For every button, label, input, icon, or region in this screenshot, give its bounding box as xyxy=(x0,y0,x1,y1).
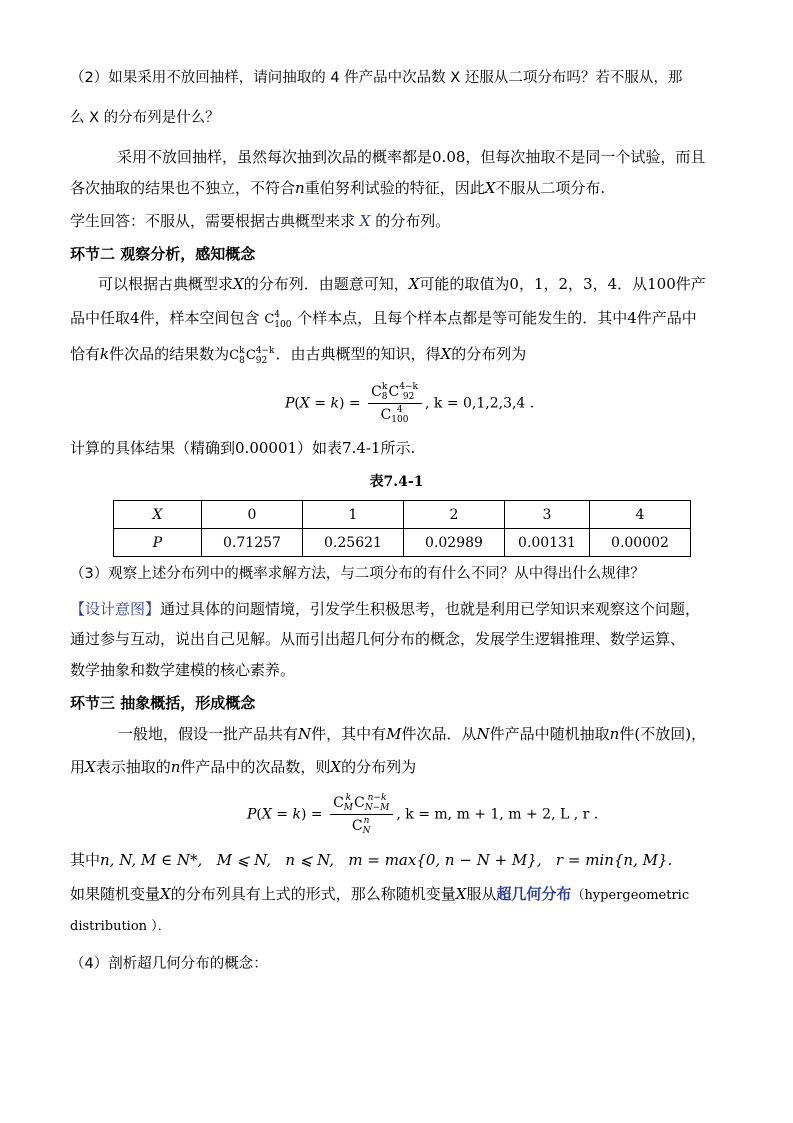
calculation-note: 计算的具体结果（精确到0.00001）如表7.4-1所示. xyxy=(70,439,416,457)
student-answer: 学生回答：不服从，需要根据古典概型来求 X 的分布列。 xyxy=(70,212,451,230)
table-cell: 0.25621 xyxy=(303,529,404,557)
table-row-p xyxy=(114,529,691,557)
definition-line-2: distribution ）． xyxy=(70,919,171,934)
table-header-p: P xyxy=(114,529,202,557)
table-cell: 2 xyxy=(404,501,505,529)
definition-line: 如果随机变量X的分布列具有上式的形式，那么称随机变量X服从超几何分布（hypergeometric xyxy=(70,885,690,903)
formula-fraction: C k 8 C 4−k 92 C 4 100 xyxy=(368,382,422,425)
design-intent-line-3: 数学抽象和数学建模的核心素养。 xyxy=(70,661,296,679)
table-cell: 4 xyxy=(590,501,691,529)
table-cell: 0 xyxy=(202,501,303,529)
design-intent-line-2: 通过参与互动，说出自己见解。从而引出超几何分布的概念，发展学生逻辑推理、数学运算、 xyxy=(70,630,686,648)
table-cell: 0.02989 xyxy=(404,529,505,557)
table-cell: 0.00002 xyxy=(590,529,691,557)
section-2-line-3: 恰有k件次品的结果数为C k 8 C 4−k 92 ．由古典概型的知识，得X的分布列为 xyxy=(70,345,527,366)
distribution-table xyxy=(113,500,691,557)
section-2-heading: 环节二 观察分析，感知概念 xyxy=(70,245,256,263)
section-2-line-2: 品中任取4件，样本空间包含 C 4 100 个样本点，且每个样本点都是等可能发生的．其中4件产品中 xyxy=(70,309,697,330)
hypergeometric-term: 超几何分布 xyxy=(496,885,572,903)
section-2-line-1: 可以根据古典概型求X的分布列．由题意可知，X可能的取值为0，1，2，3，4．从100件产 xyxy=(98,275,706,293)
answer-line-2: 各次抽取的结果也不独立，不符合n重伯努利试验的特征，因此X不服从二项分布. xyxy=(70,179,606,197)
design-intent-tag: 【设计意图】 xyxy=(70,600,161,618)
question-4: （4）剖析超几何分布的概念： xyxy=(70,956,268,972)
conditions-line: 其中n, N, M ∈ N*, M ⩽ N, n ⩽ N, m = max{0, n − N + M}, r = min{n, M}. xyxy=(70,851,673,869)
hypergeometric-example-formula: P(X = k) = C k 8 C 4−k 92 C 4 100 , k = 0,1,2,3,4 . xyxy=(285,382,535,425)
table-header-x: X xyxy=(114,501,202,529)
hypergeometric-general-formula: P(X = k) = C k M C n−k N−M C n N , k = m, m + 1, m + 2, L , r . xyxy=(247,793,599,836)
design-intent-line-1: 【设计意图】通过具体的问题情境，引发学生积极思考，也就是利用已学知识来观察这个问题， xyxy=(70,600,701,618)
answer-line-1: 采用不放回抽样，虽然每次抽到次品的概率都是0.08，但每次抽取不是同一个试验，而且 xyxy=(117,148,706,166)
section-3-heading: 环节三 抽象概括，形成概念 xyxy=(70,694,256,712)
table-cell: 1 xyxy=(303,501,404,529)
question-2-line-2: 么 X 的分布列是什么？ xyxy=(70,110,220,126)
question-3: （3）观察上述分布列中的概率求解方法，与二项分布的有什么不同？从中得出什么规律？ xyxy=(70,566,645,582)
formula-fraction: C k M C n−k N−M C n N xyxy=(330,793,393,836)
section-3-line-2: 用X表示抽取的n件产品中的次品数，则X的分布列为 xyxy=(70,758,417,776)
table-cell: 0.00131 xyxy=(505,529,590,557)
table-cell: 3 xyxy=(505,501,590,529)
question-2-line-1: （2）如果采用不放回抽样，请问抽取的 4 件产品中次品数 X 还服从二项分布吗？若不服从，那 xyxy=(70,70,683,86)
table-caption: 表7.4-1 xyxy=(369,474,424,490)
section-3-line-1: 一般地，假设一批产品共有N件，其中有M件次品．从N件产品中随机抽取n件(不放回)， xyxy=(118,725,707,743)
table-cell: 0.71257 xyxy=(202,529,303,557)
table-row-x xyxy=(114,501,691,529)
